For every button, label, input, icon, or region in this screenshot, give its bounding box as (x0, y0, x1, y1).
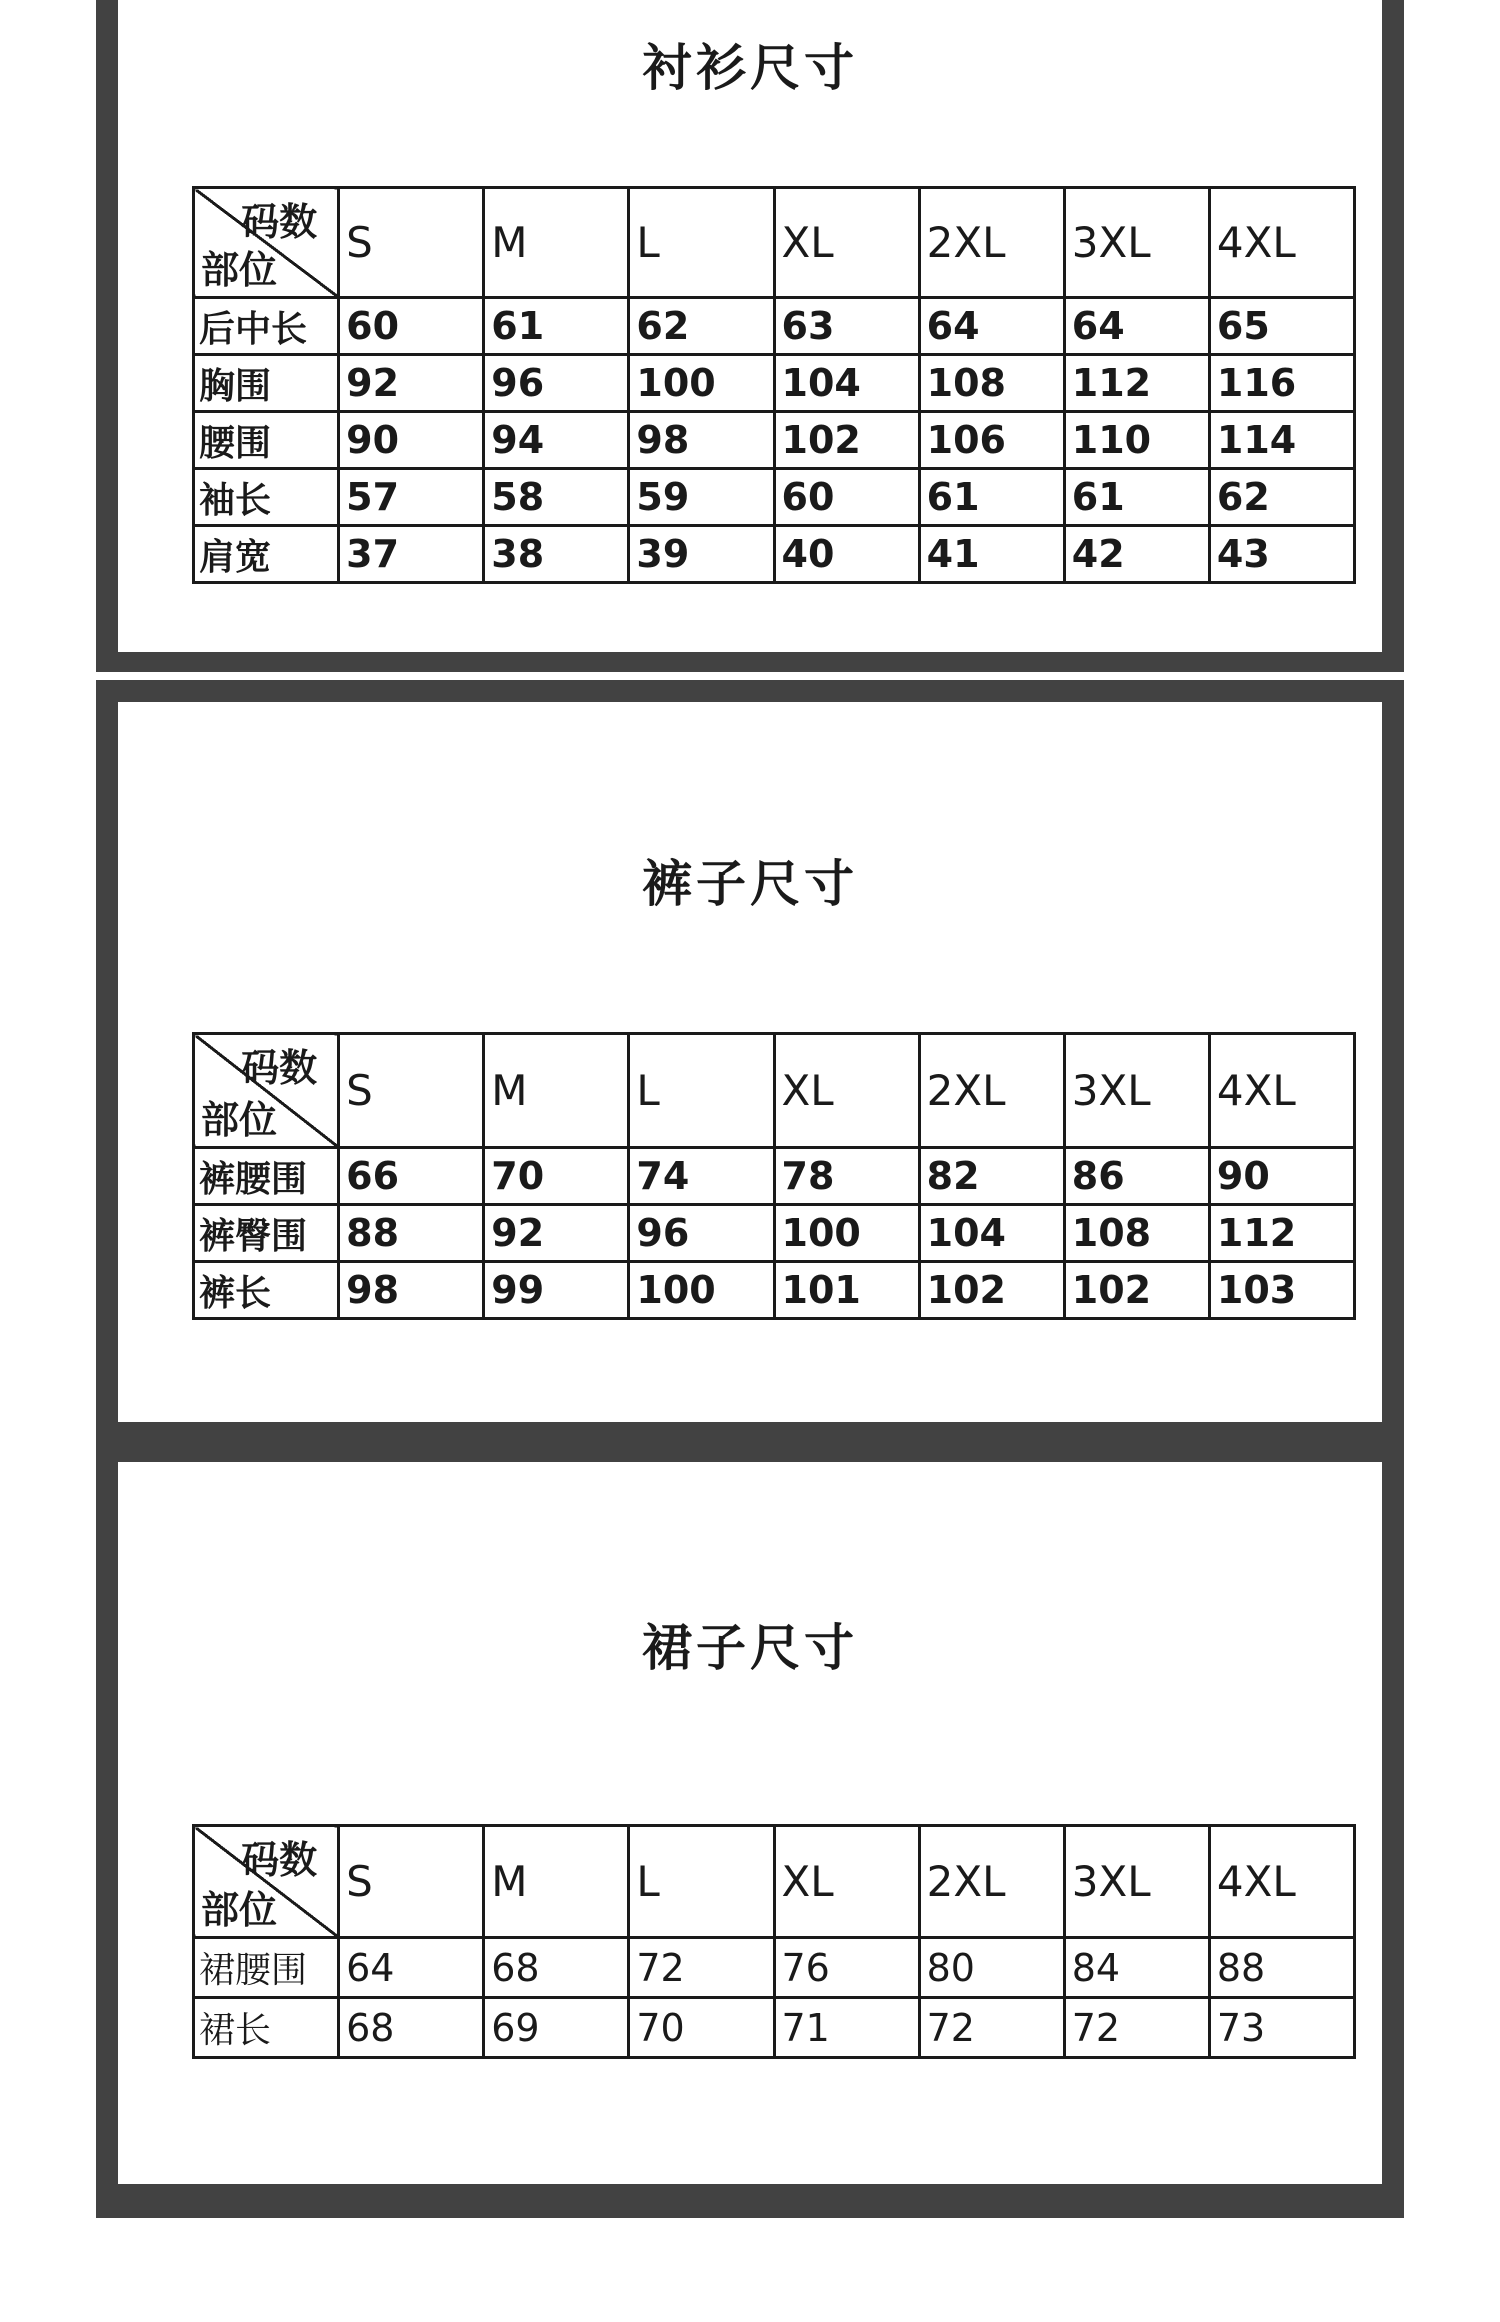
measurement-cell: 102 (919, 1262, 1064, 1319)
measurement-cell: 101 (774, 1262, 919, 1319)
size-header-cell: M (484, 1826, 629, 1938)
corner-header-cell (194, 188, 339, 298)
row-label-cell: 袖长 (194, 469, 339, 526)
measurement-cell: 37 (339, 526, 484, 583)
size-header-cell: XL (774, 188, 919, 298)
measurement-cell: 112 (1064, 355, 1209, 412)
row-label-cell: 裙腰围 (194, 1938, 339, 1998)
measurement-cell: 73 (1209, 1998, 1354, 2058)
measurement-cell: 108 (919, 355, 1064, 412)
shirt-size-table (192, 186, 1356, 584)
measurement-cell: 84 (1064, 1938, 1209, 1998)
measurement-cell: 92 (339, 355, 484, 412)
shirt-title: 衬衫尺寸 (642, 39, 858, 97)
measurement-cell: 39 (629, 526, 774, 583)
measurement-cell: 100 (774, 1205, 919, 1262)
measurement-cell: 68 (484, 1938, 629, 1998)
measurement-cell: 61 (484, 298, 629, 355)
measurement-cell: 70 (484, 1148, 629, 1205)
row-label-cell: 裙长 (194, 1998, 339, 2058)
measurement-cell: 88 (1209, 1938, 1354, 1998)
size-header-cell: 4XL (1209, 1826, 1354, 1938)
size-header-cell: M (484, 1034, 629, 1148)
shirt-frame (96, 0, 1404, 672)
size-header-cell: 3XL (1064, 1034, 1209, 1148)
corner-header-cell (194, 1826, 339, 1938)
measurement-cell: 70 (629, 1998, 774, 2058)
table-row (194, 1998, 1355, 2058)
measurement-cell: 103 (1209, 1262, 1354, 1319)
part-header-label: 部位 (201, 248, 278, 292)
row-label-cell: 腰围 (194, 412, 339, 469)
size-header-cell: L (629, 188, 774, 298)
measurement-cell: 66 (339, 1148, 484, 1205)
measurement-cell: 92 (484, 1205, 629, 1262)
size-header-cell: 2XL (919, 1826, 1064, 1938)
measurement-cell: 86 (1064, 1148, 1209, 1205)
measurement-cell: 74 (629, 1148, 774, 1205)
measurement-cell: 59 (629, 469, 774, 526)
measurement-cell: 100 (629, 355, 774, 412)
row-label-cell: 肩宽 (194, 526, 339, 583)
measurement-cell: 78 (774, 1148, 919, 1205)
part-header-label: 部位 (201, 1888, 278, 1932)
measurement-cell: 60 (339, 298, 484, 355)
measurement-cell: 76 (774, 1938, 919, 1998)
size-header-cell: XL (774, 1826, 919, 1938)
table-header-row (194, 188, 1355, 298)
shirt-panel (118, 0, 1382, 652)
measurement-cell: 102 (1064, 1262, 1209, 1319)
measurement-cell: 90 (1209, 1148, 1354, 1205)
size-header-cell: S (339, 188, 484, 298)
measurement-cell: 104 (774, 355, 919, 412)
table-row (194, 355, 1355, 412)
measurement-cell: 102 (774, 412, 919, 469)
measurement-cell: 106 (919, 412, 1064, 469)
pants-title: 裤子尺寸 (642, 855, 858, 913)
measurement-cell: 57 (339, 469, 484, 526)
table-row (194, 1938, 1355, 1998)
row-label-cell: 裤长 (194, 1262, 339, 1319)
size-header-cell: 2XL (919, 188, 1064, 298)
measurement-cell: 72 (1064, 1998, 1209, 2058)
skirt-panel (118, 1462, 1382, 2184)
pants-frame (96, 680, 1404, 1460)
measurement-cell: 104 (919, 1205, 1064, 1262)
measurement-cell: 64 (919, 298, 1064, 355)
measurement-cell: 94 (484, 412, 629, 469)
measurement-cell: 42 (1064, 526, 1209, 583)
pants-panel (118, 702, 1382, 1422)
size-header-cell: S (339, 1034, 484, 1148)
skirt-frame (96, 1440, 1404, 2218)
row-label-cell: 裤臀围 (194, 1205, 339, 1262)
measurement-cell: 41 (919, 526, 1064, 583)
size-header-cell: 4XL (1209, 1034, 1354, 1148)
measurement-cell: 69 (484, 1998, 629, 2058)
measurement-cell: 72 (919, 1998, 1064, 2058)
measurement-cell: 64 (1064, 298, 1209, 355)
skirt-size-table (192, 1824, 1356, 2059)
measurement-cell: 62 (1209, 469, 1354, 526)
measurement-cell: 96 (484, 355, 629, 412)
table-row (194, 526, 1355, 583)
size-header-cell: L (629, 1826, 774, 1938)
size-header-label: 码数 (241, 200, 318, 244)
table-row (194, 298, 1355, 355)
row-label-cell: 裤腰围 (194, 1148, 339, 1205)
table-row (194, 1262, 1355, 1319)
measurement-cell: 108 (1064, 1205, 1209, 1262)
measurement-cell: 80 (919, 1938, 1064, 1998)
size-header-label: 码数 (241, 1046, 318, 1090)
part-header-label: 部位 (201, 1098, 278, 1142)
measurement-cell: 114 (1209, 412, 1354, 469)
size-header-cell: 4XL (1209, 188, 1354, 298)
table-row (194, 412, 1355, 469)
table-row (194, 1148, 1355, 1205)
measurement-cell: 82 (919, 1148, 1064, 1205)
measurement-cell: 64 (339, 1938, 484, 1998)
measurement-cell: 71 (774, 1998, 919, 2058)
measurement-cell: 61 (919, 469, 1064, 526)
measurement-cell: 65 (1209, 298, 1354, 355)
table-row (194, 469, 1355, 526)
measurement-cell: 60 (774, 469, 919, 526)
table-header-row (194, 1034, 1355, 1148)
pants-size-table (192, 1032, 1356, 1320)
size-header-cell: L (629, 1034, 774, 1148)
measurement-cell: 61 (1064, 469, 1209, 526)
measurement-cell: 38 (484, 526, 629, 583)
measurement-cell: 58 (484, 469, 629, 526)
corner-header-cell (194, 1034, 339, 1148)
measurement-cell: 90 (339, 412, 484, 469)
size-header-cell: 3XL (1064, 188, 1209, 298)
measurement-cell: 110 (1064, 412, 1209, 469)
measurement-cell: 96 (629, 1205, 774, 1262)
row-label-cell: 胸围 (194, 355, 339, 412)
size-header-label: 码数 (241, 1838, 318, 1882)
measurement-cell: 112 (1209, 1205, 1354, 1262)
size-header-cell: S (339, 1826, 484, 1938)
measurement-cell: 88 (339, 1205, 484, 1262)
table-row (194, 1205, 1355, 1262)
size-header-cell: 3XL (1064, 1826, 1209, 1938)
measurement-cell: 63 (774, 298, 919, 355)
table-header-row (194, 1826, 1355, 1938)
size-header-cell: 2XL (919, 1034, 1064, 1148)
measurement-cell: 68 (339, 1998, 484, 2058)
measurement-cell: 43 (1209, 526, 1354, 583)
measurement-cell: 98 (629, 412, 774, 469)
measurement-cell: 62 (629, 298, 774, 355)
measurement-cell: 99 (484, 1262, 629, 1319)
measurement-cell: 100 (629, 1262, 774, 1319)
measurement-cell: 116 (1209, 355, 1354, 412)
measurement-cell: 98 (339, 1262, 484, 1319)
skirt-title: 裙子尺寸 (642, 1619, 858, 1677)
row-label-cell: 后中长 (194, 298, 339, 355)
measurement-cell: 40 (774, 526, 919, 583)
measurement-cell: 72 (629, 1938, 774, 1998)
size-header-cell: M (484, 188, 629, 298)
size-header-cell: XL (774, 1034, 919, 1148)
